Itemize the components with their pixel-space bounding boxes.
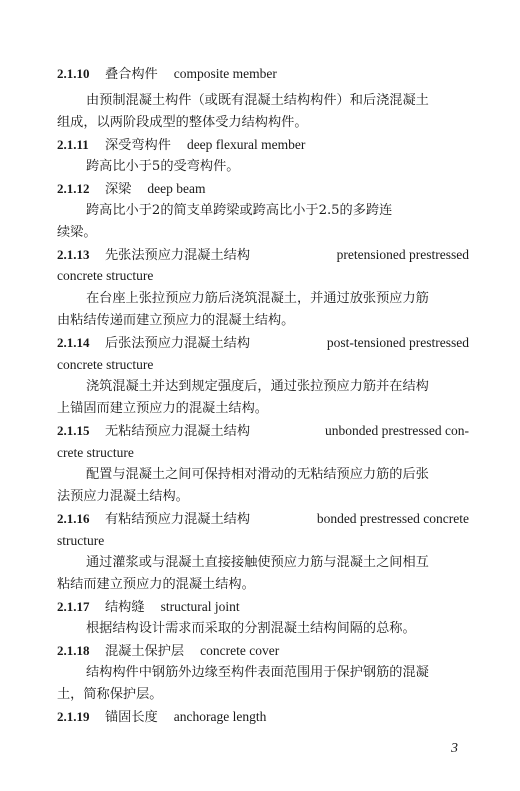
definition-line: 粘结而建立预应力的混凝土结构。 (57, 577, 255, 592)
term-number: 2.1.13 (57, 247, 90, 262)
term-heading (57, 641, 469, 661)
term-chinese: 深梁 (105, 182, 132, 197)
term-chinese: 先张法预应力混凝土结构 (105, 248, 251, 263)
definition-line: 组成，以两阶段成型的整体受力结构构件。 (57, 115, 308, 130)
term-heading (57, 64, 469, 84)
definition-line: 根据结构设计需求而采取的分割混凝土结构间隔的总称。 (86, 621, 416, 636)
term-chinese: 锚固长度 (105, 710, 158, 725)
definition-line: 跨高比小于5的受弯构件。 (86, 159, 240, 174)
term-number: 2.1.16 (57, 511, 90, 526)
definition-line: 上锚固而建立预应力的混凝土结构。 (57, 401, 268, 416)
term-chinese: 结构缝 (105, 600, 145, 615)
term-english: deep flexural member (186, 137, 306, 152)
term-heading (57, 333, 469, 353)
definition-line: 跨高比小于2的简支单跨梁或跨高比小于2.5的多跨连 (86, 203, 393, 218)
term-english-continued: crete structure (57, 445, 134, 460)
term-english: bonded prestressed concrete (316, 511, 469, 526)
term-heading (57, 421, 469, 441)
definition-line: 由粘结传递而建立预应力的混凝土结构。 (57, 313, 295, 328)
definition-line: 由预制混凝土构件（或既有混凝土结构构件）和后浇混凝土 (86, 93, 429, 108)
term-english-continued: structure (57, 533, 105, 548)
term-english: deep beam (147, 181, 206, 196)
term-english: concrete cover (200, 643, 280, 658)
term-heading (57, 509, 469, 529)
term-english: composite member (173, 66, 277, 81)
definition-line: 土，简称保护层。 (57, 687, 163, 702)
term-number: 2.1.15 (57, 423, 90, 438)
term-chinese: 有粘结预应力混凝土结构 (105, 512, 251, 527)
definition-line: 配置与混凝土之间可保持相对滑动的无粘结预应力筋的后张 (86, 467, 429, 482)
definition-line: 浇筑混凝土并达到规定强度后，通过张拉预应力筋并在结构 (86, 379, 429, 394)
term-chinese: 后张法预应力混凝土结构 (105, 336, 251, 351)
term-chinese: 无粘结预应力混凝土结构 (105, 424, 251, 439)
term-number: 2.1.12 (57, 181, 90, 196)
term-heading (57, 179, 469, 199)
term-heading (57, 135, 469, 155)
definition-line: 在台座上张拉预应力筋后浇筑混凝土，并通过放张预应力筋 (86, 291, 429, 306)
term-number: 2.1.18 (57, 643, 90, 658)
definition-line: 通过灌浆或与混凝土直接接触使预应力筋与混凝土之间相互 (86, 555, 429, 570)
term-number: 2.1.11 (57, 137, 89, 152)
term-english-continued: concrete structure (57, 357, 154, 372)
term-number: 2.1.17 (57, 599, 90, 614)
definition-line: 结构构件中钢筋外边缘至构件表面范围用于保护钢筋的混凝 (86, 665, 429, 680)
page-number: 3 (451, 741, 458, 756)
term-english: pretensioned prestressed (336, 247, 469, 262)
definition-line: 续梁。 (57, 225, 97, 240)
term-chinese: 深受弯构件 (105, 138, 171, 153)
term-english: unbonded prestressed con- (325, 423, 469, 438)
definition-line: 法预应力混凝土结构。 (57, 489, 189, 504)
term-english-continued: concrete structure (57, 268, 154, 283)
term-english: anchorage length (173, 709, 267, 724)
term-english: structural joint (160, 599, 240, 614)
term-heading (57, 245, 469, 265)
term-heading (57, 707, 469, 727)
term-english: post-tensioned prestressed (326, 335, 469, 350)
term-heading (57, 597, 469, 617)
term-number: 2.1.19 (57, 709, 90, 724)
term-number: 2.1.10 (57, 66, 90, 81)
term-chinese: 叠合构件 (105, 67, 158, 82)
term-number: 2.1.14 (57, 335, 90, 350)
term-chinese: 混凝土保护层 (105, 644, 185, 659)
